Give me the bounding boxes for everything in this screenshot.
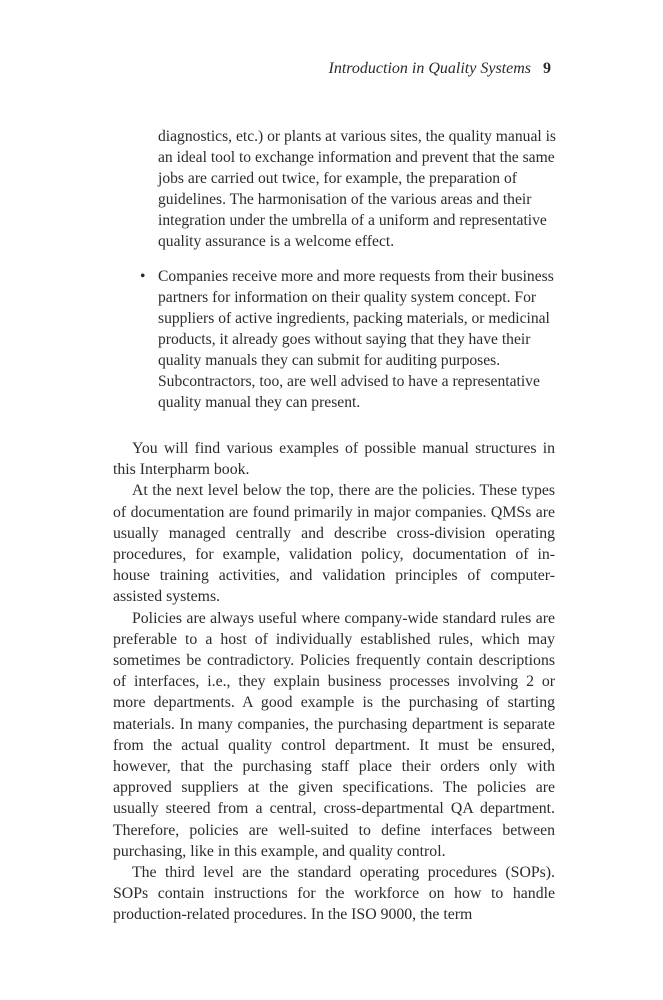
paragraph: At the next level below the top, there are the policies. These types of documentation are found primarily in major companies. QMSs are usually managed centrally and describe cross-division operating procedures, for example, validation policy, documentation of in-house training activities, and validation principles of computer-assisted systems. — [113, 482, 555, 606]
paragraph: The third level are the standard operating procedures (SOPs). SOPs contain instructions for the workforce on how to handle production-related procedures. In the ISO 9000, the term — [113, 864, 555, 924]
body-text — [113, 438, 555, 926]
bullet-item — [140, 266, 558, 413]
page-number: 9 — [543, 60, 551, 77]
running-head — [329, 60, 552, 78]
paragraph: You will find various examples of possible manual structures in this Interpharm book. — [113, 440, 555, 479]
bullet-item-text: Companies receive more and more requests from their business partners for information on their quality system concept. For suppliers of active ingredients, packing materials, or medicinal products, it already goes without saying that they have their quality manuals they can submit for auditing purposes. Subcontractors, too, are well advised to have a representative quality manual they can present. — [158, 268, 554, 411]
bullet-marker: • — [140, 268, 146, 285]
running-title: Introduction in Quality Systems — [328, 60, 531, 77]
paragraph: Policies are always useful where company-wide standard rules are preferable to a host of individually established rules, which may sometimes be contradictory. Policies frequently contain descriptions of interfaces, i.e., they explain business processes involving 2 or more departments. A good example is the purchasing of starting materials. In many companies, the purchasing department is separate from the actual quality control department. It must be ensured, however, that the purchasing staff place their orders only with approved suppliers at the given specifications. The policies are usually steered from a central, cross-departmental QA department. Therefore, policies are well-suited to define interfaces between purchasing, like in this example, and quality control. — [113, 609, 555, 860]
continued-bullet-text: diagnostics, etc.) or plants at various sites, the quality manual is an ideal tool to exchange information and prevent that the same jobs are carried out twice, for example, the preparation of guidelines. The harmonisation of the various areas and their integration under the umbrella of a uniform and representative quality assurance is a welcome effect. — [158, 128, 556, 250]
bullet-list — [140, 126, 558, 413]
